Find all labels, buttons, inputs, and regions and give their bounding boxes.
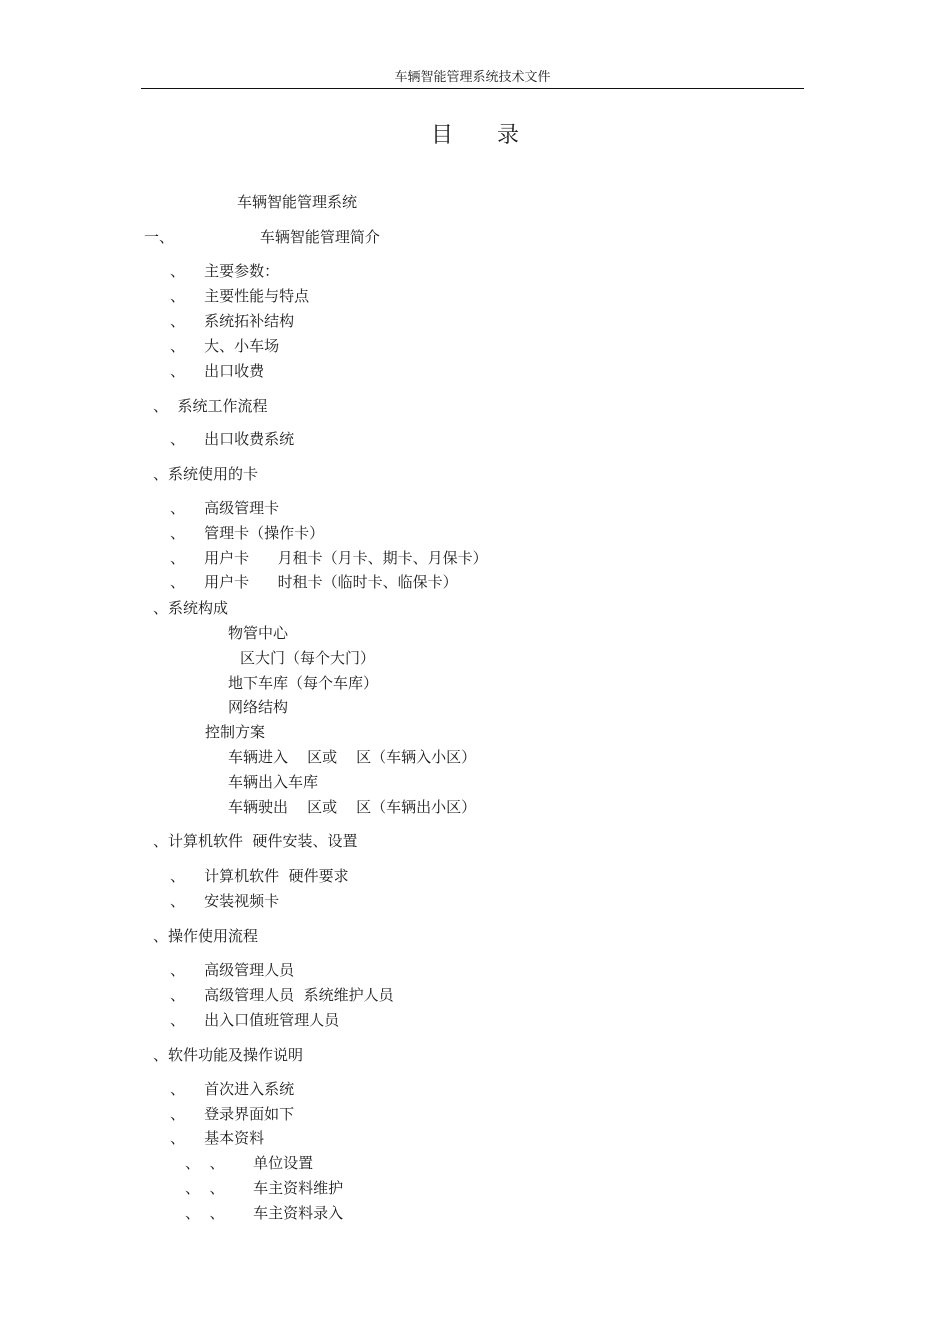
toc-entry: 、 主要参数： — [170, 262, 280, 280]
toc-entry: 一、 车辆智能管理简介 — [144, 228, 380, 246]
toc-entry: 、计算机软件 硬件安装、设置 — [153, 832, 358, 850]
toc-entry: 网络结构 — [228, 698, 289, 716]
toc-entry: 、 首次进入系统 — [170, 1080, 295, 1098]
toc-entry: 、 系统工作流程 — [153, 397, 268, 415]
toc-entry: 车辆出入车库 — [228, 773, 319, 791]
header-divider — [141, 88, 804, 89]
document-header: 车辆智能管理系统技术文件 — [394, 70, 551, 85]
toc-entry: 、 用户卡 月租卡（月卡、期卡、月保卡） — [170, 549, 488, 567]
toc-entry: 、 大、小车场 — [170, 337, 280, 355]
toc-entry: 、 用户卡 时租卡（临时卡、临保卡） — [170, 573, 458, 591]
toc-entry: 、 高级管理人员 系统维护人员 — [170, 986, 394, 1004]
toc-entry: 区大门（每个大门） — [240, 649, 376, 667]
toc-entry: 、软件功能及操作说明 — [153, 1046, 304, 1064]
toc-entry: 物管中心 — [228, 624, 289, 642]
toc-entry: 、 高级管理卡 — [170, 499, 280, 517]
toc-entry: 、 高级管理人员 — [170, 961, 295, 979]
toc-entry: 车辆进入 区或 区（车辆入小区） — [228, 748, 477, 766]
toc-entry: 车辆驶出 区或 区（车辆出小区） — [228, 798, 477, 816]
toc-entry: 、 、 车主资料维护 — [185, 1179, 344, 1197]
toc-entry: 、 出入口值班管理人员 — [170, 1011, 340, 1029]
toc-entry: 、 管理卡（操作卡） — [170, 524, 325, 542]
toc-entry: 、 登录界面如下 — [170, 1105, 295, 1123]
toc-entry: 、系统使用的卡 — [153, 465, 259, 483]
toc-entry: 、 系统拓补结构 — [170, 312, 295, 330]
toc-entry: 、操作使用流程 — [153, 927, 259, 945]
toc-entry: 、 、 单位设置 — [185, 1154, 314, 1172]
toc-entry: 、 出口收费系统 — [170, 430, 295, 448]
toc-entry: 控制方案 — [205, 723, 266, 741]
toc-entry: 、 基本资料 — [170, 1129, 265, 1147]
toc-entry: 、 、 车主资料录入 — [185, 1204, 344, 1222]
toc-title — [0, 118, 950, 149]
toc-entry: 、 计算机软件 硬件要求 — [170, 867, 349, 885]
toc-entry: 车辆智能管理系统 — [237, 193, 358, 211]
toc-entry: 、 出口收费 — [170, 362, 265, 380]
toc-entry: 、 主要性能与特点 — [170, 287, 310, 305]
toc-entry: 、 安装视频卡 — [170, 892, 280, 910]
toc-title-char-2: 录 — [497, 123, 520, 148]
toc-entry: 、系统构成 — [153, 599, 229, 617]
toc-entry: 地下车库（每个车库） — [228, 674, 379, 692]
toc-title-char-1: 目 — [430, 123, 453, 148]
